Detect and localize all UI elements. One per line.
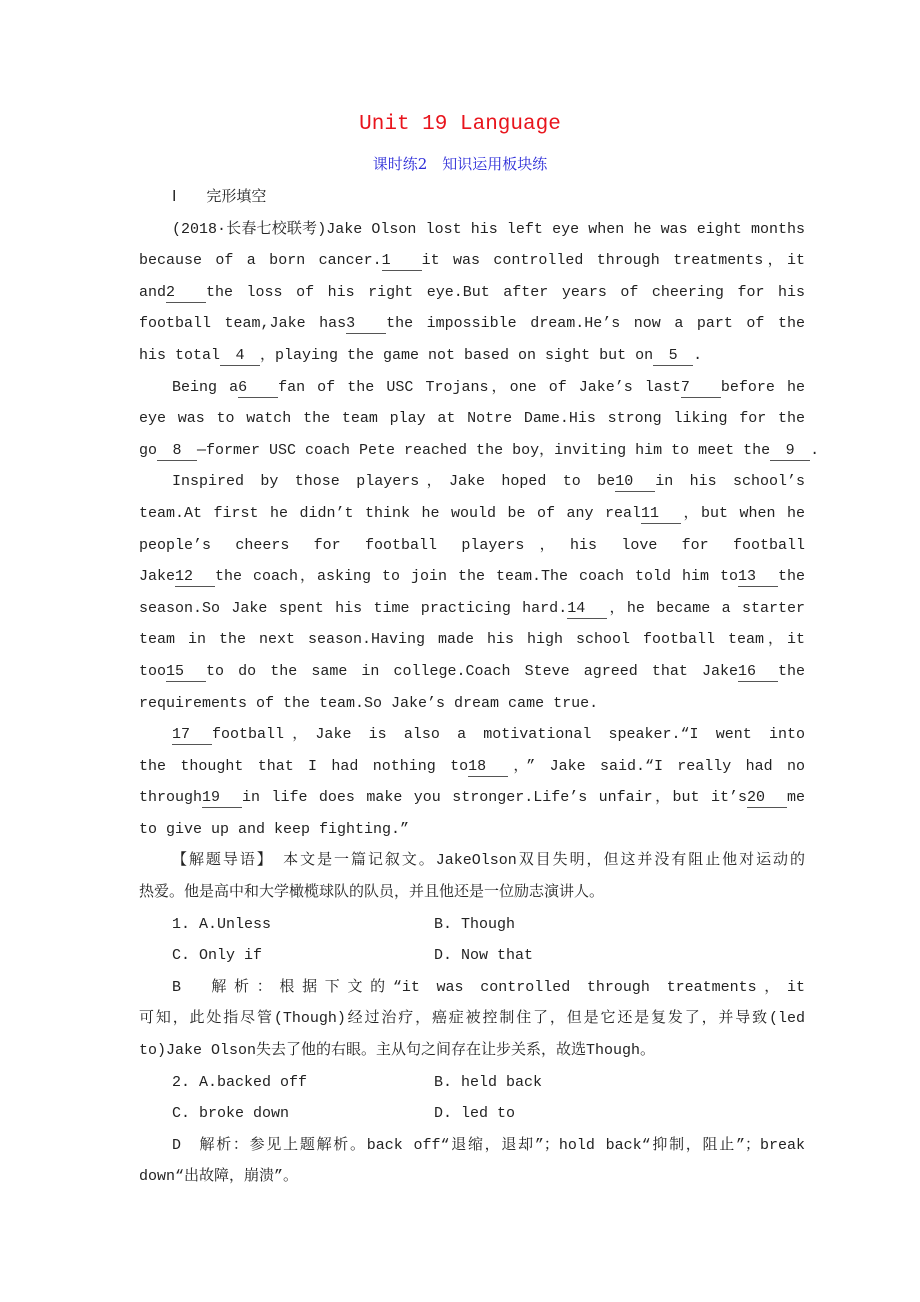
text-segment: eye was to watch the team play at Notre Dame.His strong liking for the xyxy=(139,410,805,428)
text-line xyxy=(139,845,805,877)
text-line xyxy=(139,593,805,625)
cloze-blank: 18 xyxy=(468,758,508,777)
text-segment: fan of the USC Trojans，one of Jake’s last xyxy=(278,378,681,396)
text-segment: ，but when he xyxy=(681,504,805,522)
text-line xyxy=(139,561,805,593)
text-segment: the xyxy=(777,568,805,586)
text-line xyxy=(139,277,805,309)
text-segment: 热爱。他是高中和大学橄榄球队的队员，并且他还是一位励志演讲人。 xyxy=(139,884,605,902)
cloze-blank: 16 xyxy=(738,663,778,682)
document-body xyxy=(139,182,820,1193)
cloze-blank: 17 xyxy=(172,726,212,745)
document-subtitle: 课时练2 知识运用板块练 xyxy=(372,155,548,173)
text-segment: too xyxy=(139,662,167,680)
cloze-blank: 9 xyxy=(770,442,810,461)
cloze-blank: 1 xyxy=(382,252,422,271)
text-segment: . xyxy=(810,441,820,459)
text-line xyxy=(139,719,805,751)
text-segment: Jake xyxy=(139,568,176,586)
text-segment: down“出故障，崩溃”。 xyxy=(139,1168,299,1186)
answer-option: C. broke down xyxy=(172,1105,290,1123)
cloze-blank: 6 xyxy=(238,379,278,398)
cloze-blank: 10 xyxy=(615,473,655,492)
cloze-blank: 13 xyxy=(738,568,778,587)
text-segment: ，” Jake said.“I really had no xyxy=(508,757,805,775)
text-segment: me xyxy=(786,789,805,807)
answer-option: 1. A.Unless xyxy=(172,915,272,933)
text-line xyxy=(139,877,805,909)
text-segment: to)Jake Olson失去了他的右眼。主从句之间存在让步关系，故选Though。 xyxy=(139,1042,656,1060)
text-line xyxy=(139,245,805,277)
text-segment: the impossible dream.He’s now a part of the xyxy=(386,315,805,333)
text-line xyxy=(139,624,805,656)
text-segment: in life does make you stronger.Life’s unfair，but it’s xyxy=(242,789,747,807)
text-segment: football team,Jake has xyxy=(139,315,347,333)
text-segment: in his school’s xyxy=(655,473,805,491)
option-row xyxy=(139,1067,805,1099)
text-segment: and xyxy=(139,283,167,301)
text-segment: team in the next season.Having made his high school football team，it xyxy=(139,631,805,649)
text-line xyxy=(139,466,805,498)
text-segment: B 解析：根据下文的“it was controlled through treatments，it xyxy=(172,978,805,996)
cloze-blank: 12 xyxy=(175,568,215,587)
text-segment: Inspired by those players，Jake hoped to be xyxy=(172,473,616,491)
text-segment: season.So Jake spent his time practicing hard. xyxy=(139,599,568,617)
text-segment: requirements of the team.So Jake’s dream came true. xyxy=(139,694,599,712)
cloze-blank: 14 xyxy=(567,600,607,619)
answer-option: 2. A.backed off xyxy=(172,1073,308,1091)
text-segment: go xyxy=(139,441,158,459)
answer-option: D. Now that xyxy=(434,947,534,965)
text-line xyxy=(139,751,805,783)
text-segment: the xyxy=(777,662,805,680)
text-segment: ，playing the game not based on sight but on xyxy=(260,346,654,364)
cloze-blank: 19 xyxy=(202,789,242,808)
cloze-blank: 5 xyxy=(653,347,693,366)
text-line xyxy=(139,435,820,467)
text-segment: to give up and keep fighting.” xyxy=(139,820,410,838)
text-segment: before he xyxy=(720,378,805,396)
cloze-blank: 11 xyxy=(641,505,681,524)
text-segment: to do the same in college.Coach Steve agreed that Jake xyxy=(206,662,738,680)
text-segment: football，Jake is also a motivational speaker.“I went into xyxy=(212,726,805,744)
text-line xyxy=(139,498,805,530)
text-segment: the coach，asking to join the team.The coach told him to xyxy=(215,568,738,586)
text-line xyxy=(139,782,805,814)
text-segment: through xyxy=(139,789,203,807)
cloze-blank: 8 xyxy=(157,442,197,461)
text-line xyxy=(139,1003,805,1035)
text-segment: people’s cheers for football players，his love for football xyxy=(139,536,805,554)
text-line xyxy=(139,530,805,562)
text-segment: (2018·长春七校联考)Jake Olson lost his left eye when he was eight months xyxy=(172,220,805,238)
answer-option: C. Only if xyxy=(172,947,263,965)
text-line xyxy=(139,1035,805,1067)
text-segment: Ⅰ 完形填空 xyxy=(172,189,267,206)
text-line xyxy=(139,340,805,372)
text-line xyxy=(139,1161,805,1193)
text-segment: . xyxy=(693,346,703,364)
text-segment: Being a xyxy=(172,378,239,396)
text-line xyxy=(139,972,805,1004)
text-segment: ，he became a starter xyxy=(607,599,805,617)
text-segment: the thought that I had nothing to xyxy=(139,757,469,775)
text-line xyxy=(139,182,805,214)
text-segment: D 解析：参见上题解析。back off“退缩，退却”；hold back“抑制，阻止”；break xyxy=(172,1136,805,1154)
answer-option: D. led to xyxy=(434,1105,516,1123)
cloze-blank: 2 xyxy=(166,284,206,303)
cloze-blank: 20 xyxy=(747,789,787,808)
answer-option: B. Though xyxy=(434,915,516,933)
option-row xyxy=(139,1098,805,1130)
text-segment: his total xyxy=(139,346,221,364)
cloze-blank: 4 xyxy=(220,347,260,366)
text-line xyxy=(139,688,805,720)
cloze-blank: 7 xyxy=(681,379,721,398)
text-line xyxy=(139,214,805,246)
answer-option: B. held back xyxy=(434,1073,543,1091)
text-segment: —former USC coach Pete reached the boy，inviting him to meet the xyxy=(197,441,771,459)
text-segment: team.At first he didn’t think he would be of any real xyxy=(139,504,641,522)
text-segment: because of a born cancer. xyxy=(139,252,382,270)
cloze-blank: 15 xyxy=(166,663,206,682)
text-segment: the loss of his right eye.But after years of cheering for his xyxy=(206,283,805,301)
text-line xyxy=(139,403,805,435)
text-segment: it was controlled through treatments，it xyxy=(421,252,805,270)
option-row xyxy=(139,909,805,941)
document-title: Unit 19 Language xyxy=(359,113,561,136)
option-row xyxy=(139,940,805,972)
text-line xyxy=(139,372,805,404)
text-line xyxy=(139,1130,805,1162)
text-segment: 可知，此处指尽管(Though)经过治疗，癌症被控制住了，但是它还是复发了，并导致(led xyxy=(139,1010,805,1028)
text-line xyxy=(139,814,805,846)
text-segment: 【解题导语】 本文是一篇记叙文。JakeOlson双目失明，但这并没有阻止他对运动的 xyxy=(172,852,805,870)
cloze-blank: 3 xyxy=(346,315,386,334)
text-line xyxy=(139,308,805,340)
text-line xyxy=(139,656,805,688)
